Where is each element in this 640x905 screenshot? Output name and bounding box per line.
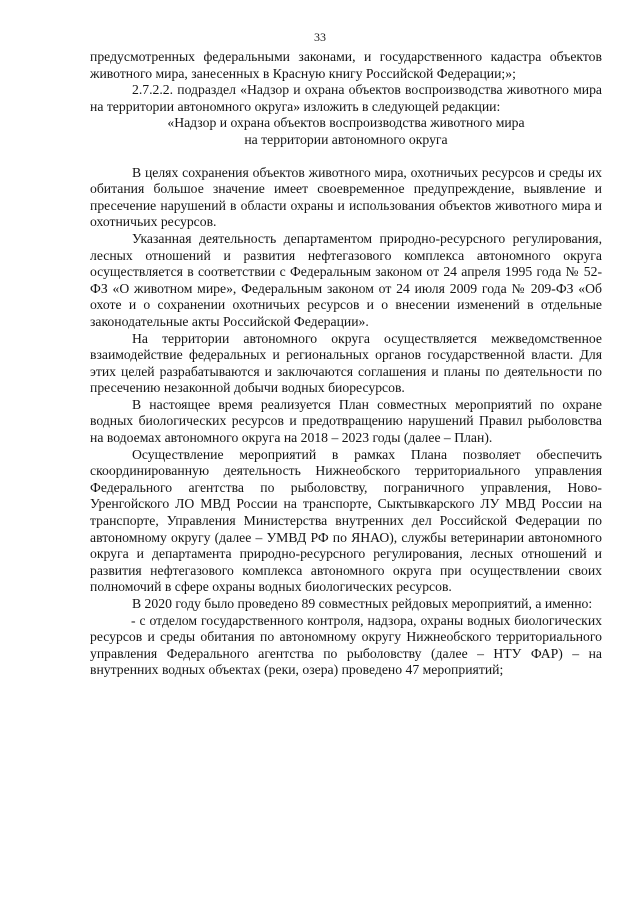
blank-line xyxy=(90,149,602,165)
paragraph-legal-basis: Указанная деятельность департаментом природно-ресурсного регулирования, лесных отношений и развития нефтегазового комплекса автономного округа осуществляется в соответствии с Федеральным законом от 24 апреля 1995 года № 52-ФЗ «О животном мире», Федеральным законом от 24 июля 2009 года № 209-ФЗ «Об охоте и о сохранении охотничьих ресурсов и о внесении изменений в отдельные законодательные акты Российской Федерации». xyxy=(90,230,602,329)
paragraph-plan: В настоящее время реализуется План совместных мероприятий по охране водных биологических ресурсов и предотвращению нарушений Правил рыболовства на водоемах автономного округа на 2018 – 2023 годы (далее – План). xyxy=(90,396,602,446)
paragraph-purpose: В целях сохранения объектов животного мира, охотничьих ресурсов и среды их обитания большое значение имеет своевременное предупреждение, выявление и пресечение нарушений в области охраны и использования объектов животного мира и охотничьих ресурсов. xyxy=(90,164,602,230)
paragraph-amendment: 2.7.2.2. подраздел «Надзор и охрана объектов воспроизводства животного мира на территории автономного округа» изложить в следующей редакции: xyxy=(90,82,602,114)
section-heading-line-2: на территории автономного округа xyxy=(244,131,448,147)
page-number: 33 xyxy=(314,30,326,44)
list-item-ntu-far: - с отделом государственного контроля, надзора, охраны водных биологических ресурсов и среды обитания по автономному округу Нижнеобского территориального управления Федерального агентства по рыболовству (далее – НТУ ФАР) – на внутренних водных объектах (реки, озера) проведено 47 мероприятий; xyxy=(90,612,602,678)
section-heading-line-1: «Надзор и охрана объектов воспроизводства животного мира xyxy=(167,115,525,131)
paragraph-interaction: На территории автономного округа осуществляется межведомственное взаимодействие федеральных и региональных органов государственной власти. Для этих целей разрабатываются и заключаются соглашения и планы по деятельности по пресечению незаконной добычи водных биоресурсов. xyxy=(90,330,602,396)
paragraph-raids-2020: В 2020 году было проведено 89 совместных рейдовых мероприятий, а именно: xyxy=(132,596,593,611)
blank-scan-area xyxy=(0,770,640,905)
paragraph-coordination: Осуществление мероприятий в рамках Плана позволяет обеспечить скоординированную деятельность Нижнеобского территориального управления Федерального агентства по рыболовству, пограничного управления, Ново-Уренгойского ЛО МВД России на транспорте, Сыктывкарского ЛУ МВД России на транспорте, Управления Министерства внутренних дел Российской Федерации по автономному округу (далее – УМВД РФ по ЯНАО), службы ветеринарии автономного округа и департамента природно-ресурсного регулирования, лесных отношений и развития нефтегазового комплекса автономного округа при осуществлении своих полномочий в сфере охраны водных биологических ресурсов. xyxy=(90,446,602,595)
paragraph-continuation: предусмотренных федеральными законами, и государственного кадастра объектов животного мира, занесенных в Красную книгу Российской Федерации;»; xyxy=(90,49,602,81)
document-body xyxy=(90,49,602,679)
